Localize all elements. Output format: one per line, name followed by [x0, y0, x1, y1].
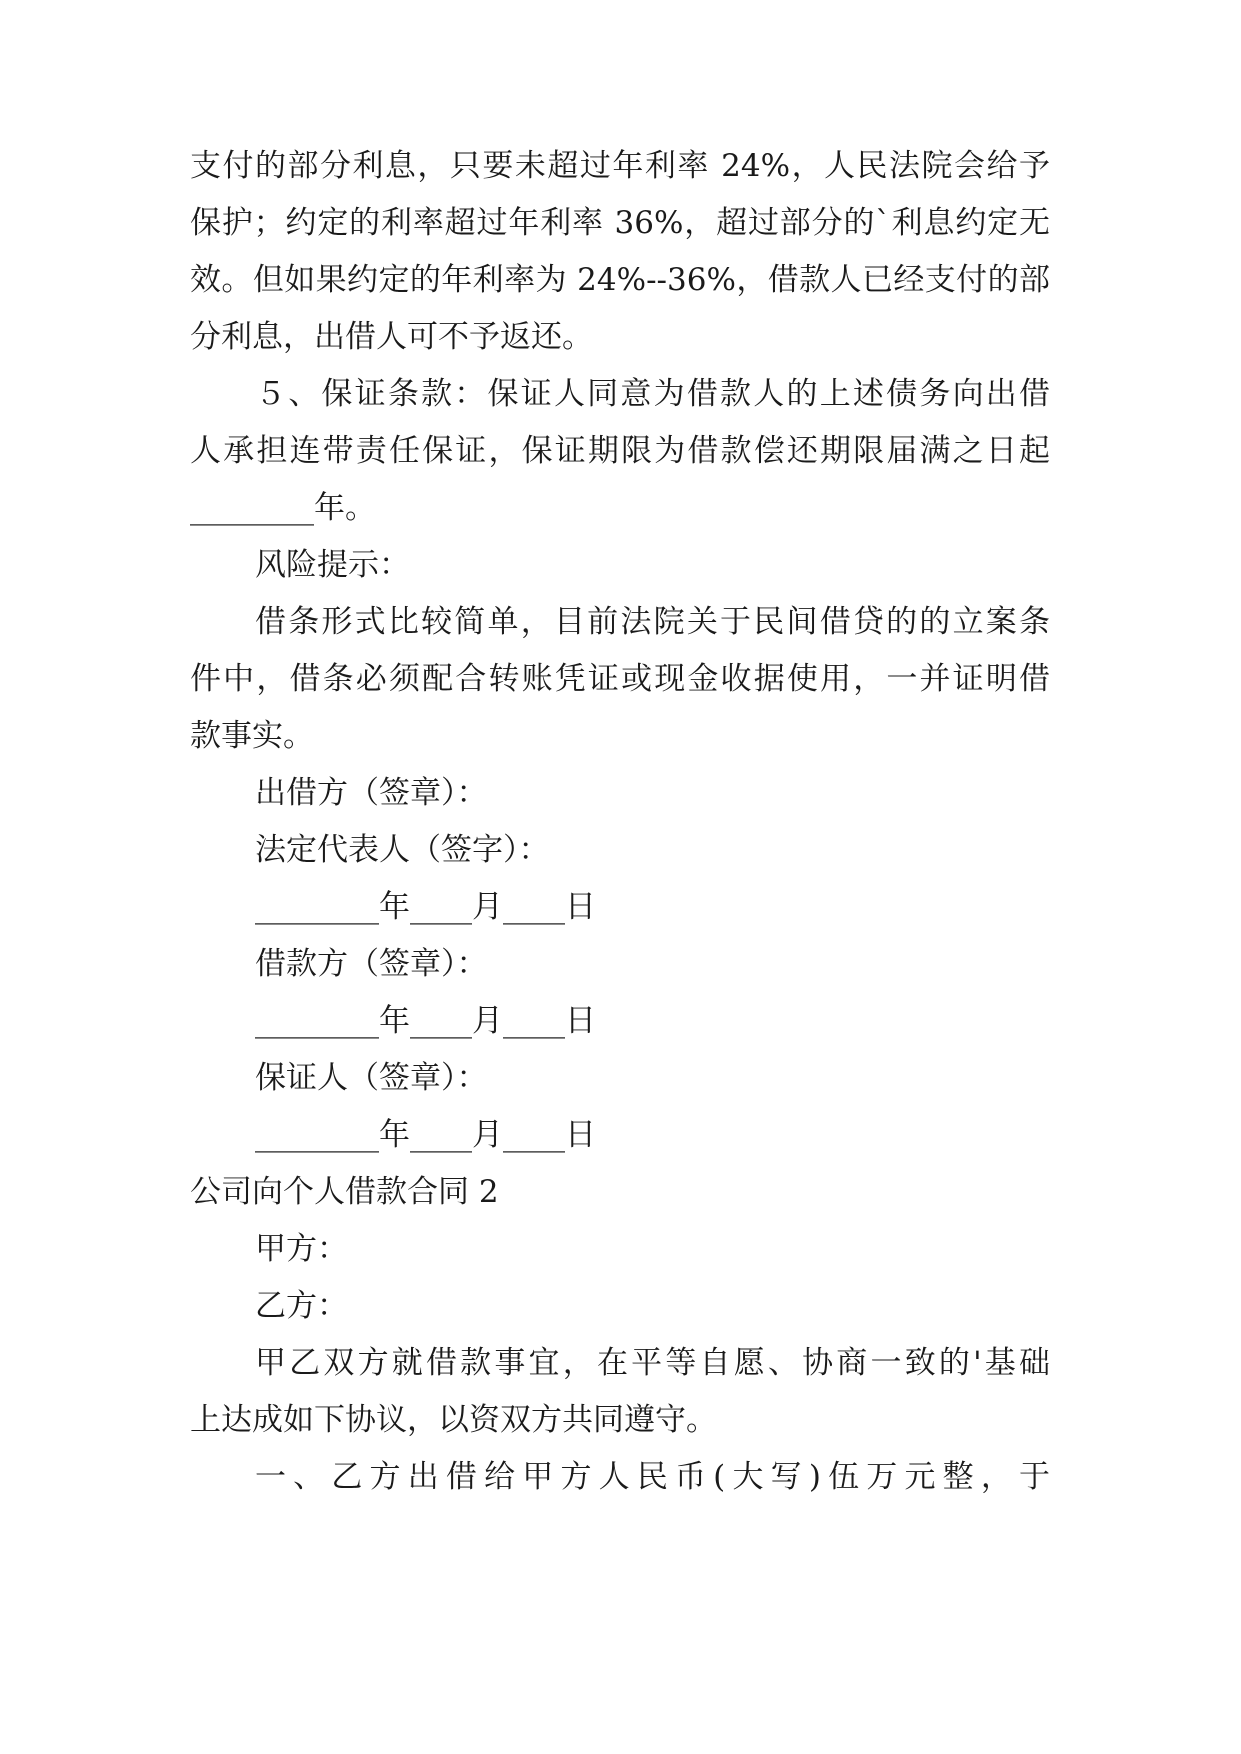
paragraph-line: 甲乙双方就借款事宜，在平等自愿、协商一致的'基础	[255, 1345, 1050, 1381]
risk-heading: 风险提示：	[255, 547, 410, 583]
paragraph-line: 借条形式比较简单，目前法院关于民间借贷的的立案条	[255, 604, 1050, 640]
paragraph-line: 支付的部分利息，只要未超过年利率 24%，人民法院会给予	[190, 148, 1050, 184]
paragraph-line: 效。但如果约定的年利率为 24%--36%，借款人已经支付的部	[190, 262, 1050, 298]
guarantee-period-line: ________年。	[190, 490, 376, 526]
party-a-label: 甲方：	[255, 1231, 348, 1267]
date-line: ________年____月____日	[255, 889, 596, 925]
borrower-signature-label: 借款方（签章）：	[255, 946, 488, 982]
date-line: ________年____月____日	[255, 1003, 596, 1039]
guarantor-signature-label: 保证人（签章）：	[255, 1060, 488, 1096]
paragraph-line: 款事实。	[190, 718, 314, 754]
paragraph-line: 人承担连带责任保证，保证期限为借款偿还期限届满之日起	[190, 433, 1050, 469]
date-line: ________年____月____日	[255, 1117, 596, 1153]
paragraph-line: 分利息，出借人可不予返还。	[190, 319, 593, 355]
clause-5-line: ５、保证条款：保证人同意为借款人的上述债务向出借	[255, 376, 1050, 412]
paragraph-line: 件中，借条必须配合转账凭证或现金收据使用，一并证明借	[190, 661, 1050, 697]
party-b-label: 乙方：	[255, 1288, 348, 1324]
contract-title: 公司向个人借款合同 2	[190, 1174, 499, 1210]
legal-rep-signature-label: 法定代表人（签字）：	[255, 832, 550, 868]
paragraph-line: 保护；约定的利率超过年利率 36%，超过部分的`利息约定无	[190, 205, 1050, 241]
clause-1-line: 一、乙方出借给甲方人民币(大写)伍万元整，于	[255, 1459, 1050, 1495]
lender-signature-label: 出借方（签章）：	[255, 775, 488, 811]
paragraph-line: 上达成如下协议，以资双方共同遵守。	[190, 1402, 717, 1438]
